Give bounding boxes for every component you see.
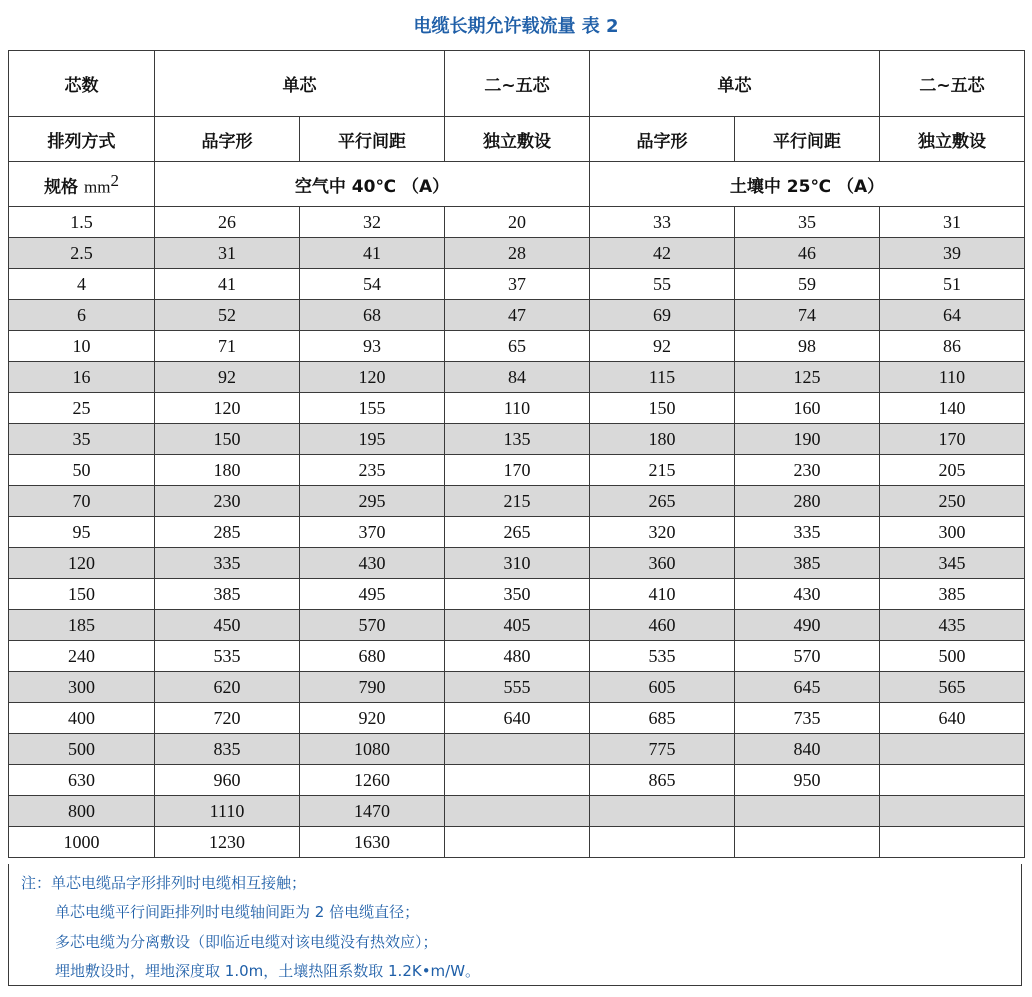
table-cell: 4 (9, 269, 155, 300)
table-cell: 385 (880, 579, 1025, 610)
table-cell: 37 (445, 269, 590, 300)
table-cell: 110 (880, 362, 1025, 393)
table-cell: 140 (880, 393, 1025, 424)
table-row (9, 393, 1025, 424)
table-cell: 1000 (9, 827, 155, 858)
table-cell: 84 (445, 362, 590, 393)
table-cell: 64 (880, 300, 1025, 331)
header-soil-condition: 土壤中 25℃ （A） (590, 162, 1025, 207)
table-cell: 95 (9, 517, 155, 548)
table-row (9, 424, 1025, 455)
table-cell: 605 (590, 672, 735, 703)
table-cell: 230 (735, 455, 880, 486)
table-cell: 190 (735, 424, 880, 455)
table-cell (735, 827, 880, 858)
table-cell: 620 (155, 672, 300, 703)
table-cell: 215 (445, 486, 590, 517)
table-cell: 230 (155, 486, 300, 517)
header-flat-spaced-air: 平行间距 (300, 117, 445, 162)
table-cell: 160 (735, 393, 880, 424)
header-air-condition: 空气中 40℃ （A） (155, 162, 590, 207)
table-cell: 460 (590, 610, 735, 641)
table-cell: 840 (735, 734, 880, 765)
table-cell: 120 (155, 393, 300, 424)
spec-unit-superscript: 2 (110, 170, 119, 190)
note-line: 多芯电缆为分离敷设（即临近电缆对该电缆没有热效应）； (55, 933, 438, 951)
header-multi-core-air: 二~五芯 (445, 51, 590, 117)
table-row (9, 300, 1025, 331)
table-cell: 68 (300, 300, 445, 331)
table-cell: 35 (9, 424, 155, 455)
table-cell (590, 796, 735, 827)
table-cell: 65 (445, 331, 590, 362)
table-cell: 74 (735, 300, 880, 331)
table-row (9, 269, 1025, 300)
table-cell: 790 (300, 672, 445, 703)
table-cell (880, 827, 1025, 858)
table-cell: 720 (155, 703, 300, 734)
table-cell: 16 (9, 362, 155, 393)
table-cell: 110 (445, 393, 590, 424)
table-cell (880, 765, 1025, 796)
table-cell: 960 (155, 765, 300, 796)
table-cell: 250 (880, 486, 1025, 517)
table-cell: 50 (9, 455, 155, 486)
table-cell: 735 (735, 703, 880, 734)
table-cell: 120 (9, 548, 155, 579)
table-cell: 400 (9, 703, 155, 734)
table-row (9, 548, 1025, 579)
table-row (9, 765, 1025, 796)
table-cell: 170 (880, 424, 1025, 455)
table-cell: 335 (735, 517, 880, 548)
table-cell: 370 (300, 517, 445, 548)
table-cell: 920 (300, 703, 445, 734)
table-cell: 42 (590, 238, 735, 269)
table-cell: 430 (300, 548, 445, 579)
table-body (9, 207, 1025, 858)
table-cell: 31 (155, 238, 300, 269)
table-cell: 41 (155, 269, 300, 300)
table-row (9, 610, 1025, 641)
table-cell: 150 (590, 393, 735, 424)
table-cell: 125 (735, 362, 880, 393)
table-row (9, 455, 1025, 486)
header-row-arrangement (9, 117, 1025, 162)
table-cell: 35 (735, 207, 880, 238)
table-row (9, 362, 1025, 393)
table-cell: 310 (445, 548, 590, 579)
table-cell: 565 (880, 672, 1025, 703)
table-cell: 500 (9, 734, 155, 765)
table-cell: 800 (9, 796, 155, 827)
table-cell: 150 (9, 579, 155, 610)
table-row (9, 486, 1025, 517)
table-cell: 1260 (300, 765, 445, 796)
table-cell: 570 (735, 641, 880, 672)
header-arrangement: 排列方式 (9, 117, 155, 162)
table-cell (880, 734, 1025, 765)
table-cell (445, 734, 590, 765)
header-flat-spaced-soil: 平行间距 (735, 117, 880, 162)
table-cell: 450 (155, 610, 300, 641)
table-cell: 555 (445, 672, 590, 703)
table-cell: 495 (300, 579, 445, 610)
spec-unit: mm (83, 177, 111, 197)
notes-box (8, 864, 1022, 986)
table-row (9, 238, 1025, 269)
table-cell: 170 (445, 455, 590, 486)
table-cell: 46 (735, 238, 880, 269)
table-cell: 385 (735, 548, 880, 579)
ampacity-table (8, 50, 1025, 858)
table-row (9, 579, 1025, 610)
table-cell: 92 (155, 362, 300, 393)
table-cell: 98 (735, 331, 880, 362)
table-cell: 1110 (155, 796, 300, 827)
table-cell: 41 (300, 238, 445, 269)
table-cell: 570 (300, 610, 445, 641)
table-cell: 430 (735, 579, 880, 610)
table-cell: 285 (155, 517, 300, 548)
table-cell: 680 (300, 641, 445, 672)
table-cell: 32 (300, 207, 445, 238)
header-single-core-soil: 单芯 (590, 51, 880, 117)
note-line: 单芯电缆平行间距排列时电缆轴间距为 2 倍电缆直径； (55, 903, 420, 921)
table-title: 电缆长期允许载流量 表 2 (413, 16, 619, 37)
table-row (9, 827, 1025, 858)
table-cell: 59 (735, 269, 880, 300)
table-row (9, 796, 1025, 827)
table-row (9, 734, 1025, 765)
table-row (9, 207, 1025, 238)
table-cell: 385 (155, 579, 300, 610)
table-cell: 235 (300, 455, 445, 486)
header-spec (9, 162, 155, 207)
table-row (9, 703, 1025, 734)
table-cell: 185 (9, 610, 155, 641)
table-cell: 70 (9, 486, 155, 517)
header-cores: 芯数 (9, 51, 155, 117)
table-cell: 265 (445, 517, 590, 548)
table-cell: 480 (445, 641, 590, 672)
table-cell: 535 (155, 641, 300, 672)
table-cell: 640 (880, 703, 1025, 734)
table-cell: 1230 (155, 827, 300, 858)
note-line: 注：单芯电缆品字形排列时电缆相互接触； (21, 874, 307, 892)
table-cell: 335 (155, 548, 300, 579)
table-cell: 490 (735, 610, 880, 641)
table-cell: 135 (445, 424, 590, 455)
table-cell (445, 765, 590, 796)
table-row (9, 331, 1025, 362)
table-cell: 55 (590, 269, 735, 300)
table-cell: 52 (155, 300, 300, 331)
table-row (9, 517, 1025, 548)
table-cell: 10 (9, 331, 155, 362)
header-row-spec (9, 162, 1025, 207)
table-cell: 47 (445, 300, 590, 331)
table-cell: 215 (590, 455, 735, 486)
header-trefoil-soil: 品字形 (590, 117, 735, 162)
table-cell: 51 (880, 269, 1025, 300)
table-cell (880, 796, 1025, 827)
table-cell: 645 (735, 672, 880, 703)
table-cell: 405 (445, 610, 590, 641)
table-cell: 150 (155, 424, 300, 455)
table-cell: 950 (735, 765, 880, 796)
table-cell: 350 (445, 579, 590, 610)
table-cell: 2.5 (9, 238, 155, 269)
table-cell: 300 (880, 517, 1025, 548)
table-cell: 6 (9, 300, 155, 331)
table-cell: 640 (445, 703, 590, 734)
table-cell: 33 (590, 207, 735, 238)
table-cell: 320 (590, 517, 735, 548)
table-cell: 54 (300, 269, 445, 300)
note-line: 埋地敷设时，埋地深度取 1.0m，土壤热阻系数取 1.2K•m/W。 (55, 962, 481, 980)
table-cell: 280 (735, 486, 880, 517)
table-cell: 360 (590, 548, 735, 579)
header-row-cores (9, 51, 1025, 117)
table-cell (590, 827, 735, 858)
table-cell: 180 (590, 424, 735, 455)
table-cell: 835 (155, 734, 300, 765)
header-separate-soil: 独立敷设 (880, 117, 1025, 162)
table-cell: 410 (590, 579, 735, 610)
table-cell: 265 (590, 486, 735, 517)
table-cell: 295 (300, 486, 445, 517)
header-multi-core-soil: 二~五芯 (880, 51, 1025, 117)
table-cell: 685 (590, 703, 735, 734)
table-cell: 435 (880, 610, 1025, 641)
header-trefoil-air: 品字形 (155, 117, 300, 162)
table-cell: 300 (9, 672, 155, 703)
table-row (9, 672, 1025, 703)
table-cell: 205 (880, 455, 1025, 486)
table-cell: 71 (155, 331, 300, 362)
table-cell: 92 (590, 331, 735, 362)
table-cell: 865 (590, 765, 735, 796)
table-cell: 535 (590, 641, 735, 672)
table-cell: 1.5 (9, 207, 155, 238)
table-cell: 86 (880, 331, 1025, 362)
table-cell: 1630 (300, 827, 445, 858)
table-cell: 115 (590, 362, 735, 393)
table-cell: 20 (445, 207, 590, 238)
table-cell: 28 (445, 238, 590, 269)
table-row (9, 641, 1025, 672)
table-cell: 630 (9, 765, 155, 796)
table-cell: 25 (9, 393, 155, 424)
table-cell: 39 (880, 238, 1025, 269)
table-cell: 180 (155, 455, 300, 486)
table-cell: 345 (880, 548, 1025, 579)
table-cell: 500 (880, 641, 1025, 672)
table-cell: 240 (9, 641, 155, 672)
table-cell: 93 (300, 331, 445, 362)
header-separate-air: 独立敷设 (445, 117, 590, 162)
table-cell (445, 827, 590, 858)
table-cell (445, 796, 590, 827)
table-cell: 120 (300, 362, 445, 393)
table-cell: 69 (590, 300, 735, 331)
table-cell: 155 (300, 393, 445, 424)
table-cell: 26 (155, 207, 300, 238)
spec-label: 规格 (44, 177, 79, 198)
table-cell: 31 (880, 207, 1025, 238)
table-cell: 775 (590, 734, 735, 765)
header-single-core-air: 单芯 (155, 51, 445, 117)
table-cell: 1080 (300, 734, 445, 765)
table-cell: 195 (300, 424, 445, 455)
table-cell (735, 796, 880, 827)
table-cell: 1470 (300, 796, 445, 827)
